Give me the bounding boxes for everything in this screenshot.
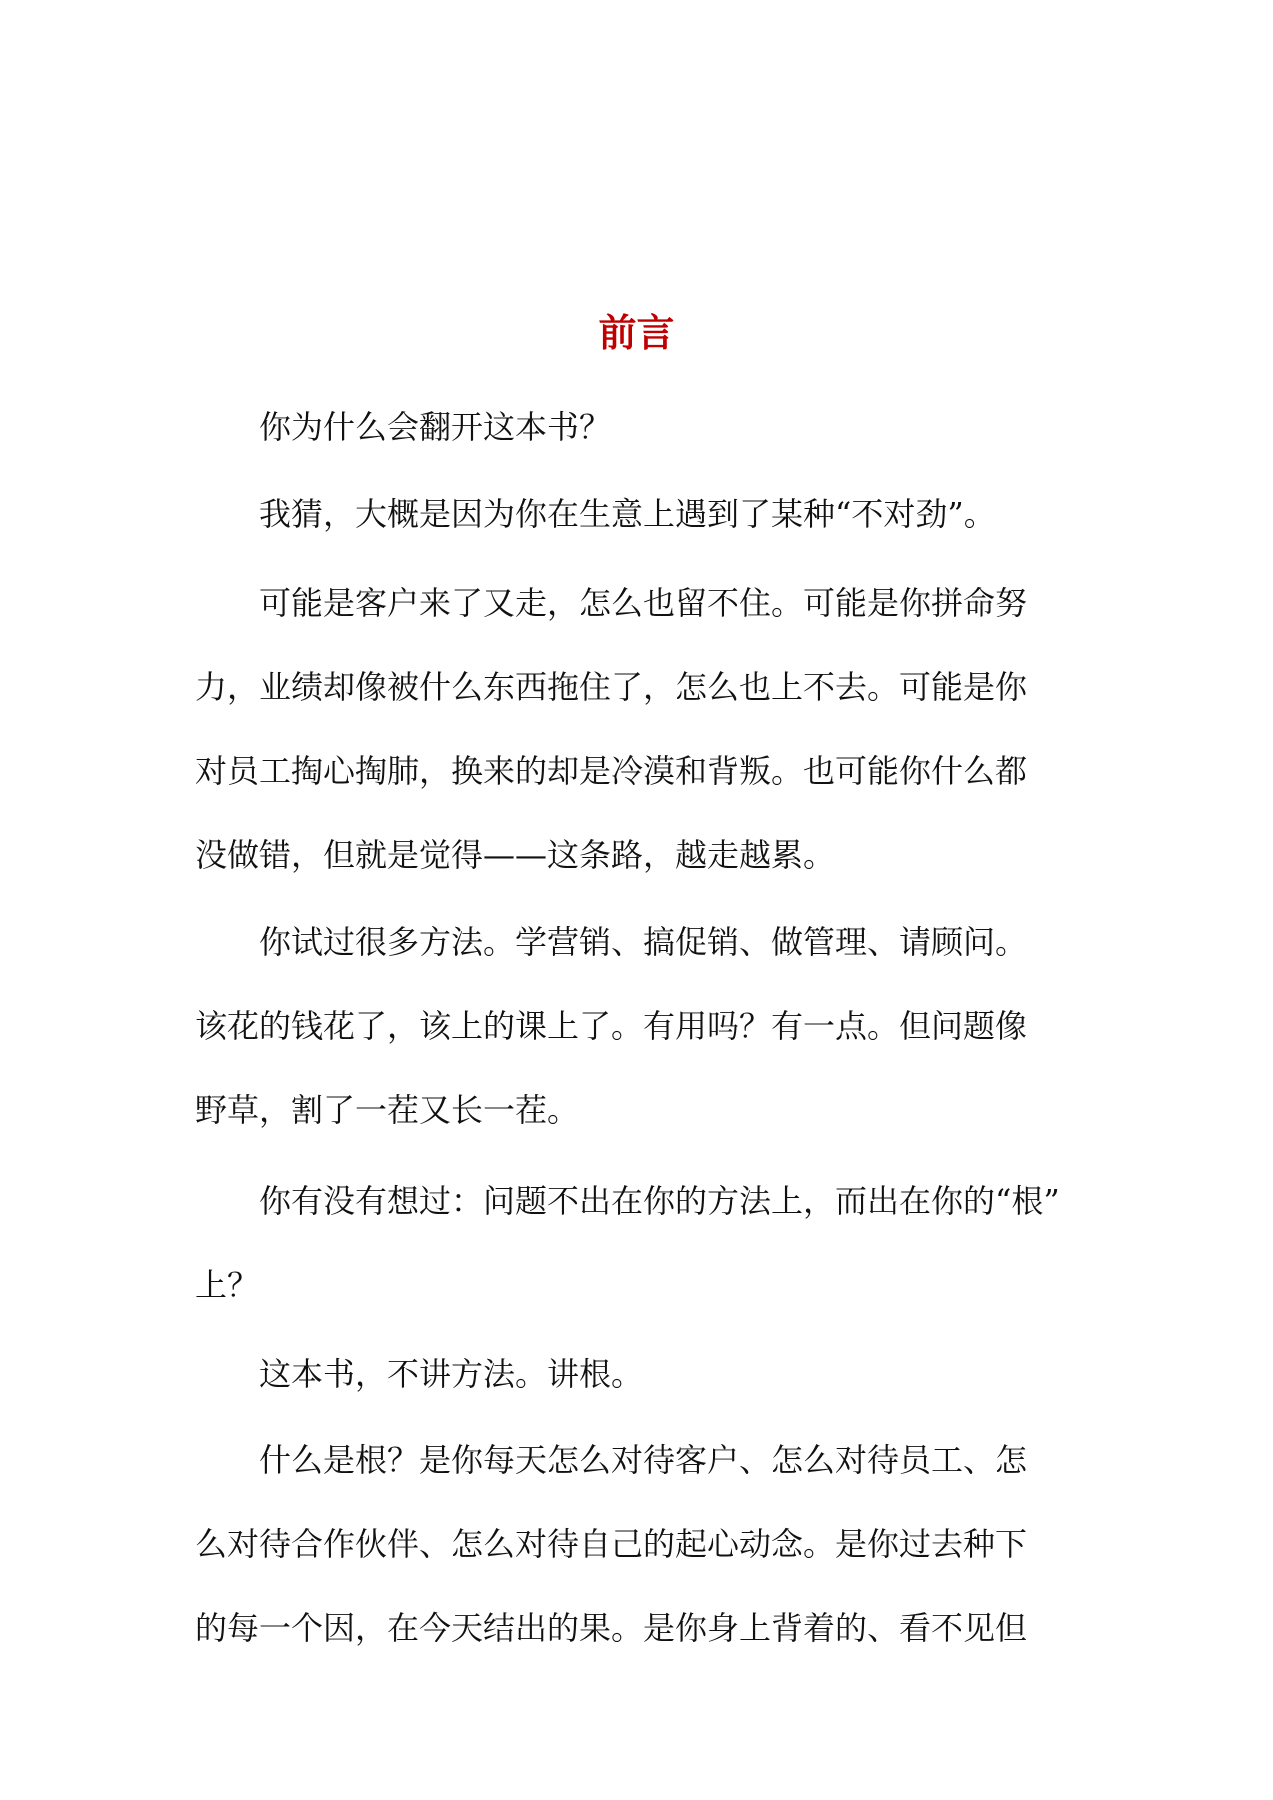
paragraph-line: 么对待合作伙伴、怎么对待自己的起心动念。是你过去种下 — [195, 1525, 1028, 1563]
paragraph-line: 你有没有想过：问题不出在你的方法上，而出在你的“根” — [259, 1182, 1060, 1220]
paragraph-4 — [195, 900, 1095, 984]
paragraph-line: 你为什么会翻开这本书？ — [259, 408, 612, 446]
paragraph-line: 这本书，不讲方法。讲根。 — [259, 1355, 644, 1393]
paragraph-line: 力，业绩却像被什么东西拖住了，怎么也上不去。可能是你 — [195, 668, 1028, 706]
paragraph-7 — [195, 1418, 1095, 1502]
paragraph-line: 的每一个因，在今天结出的果。是你身上背着的、看不见但 — [195, 1609, 1028, 1647]
paragraph-1 — [195, 385, 1095, 469]
paragraph-5-cont — [195, 1243, 1095, 1327]
paragraph-5 — [195, 1159, 1095, 1243]
paragraph-6 — [195, 1332, 1095, 1416]
paragraph-line: 上？ — [195, 1266, 260, 1304]
paragraph-2 — [195, 472, 1095, 556]
page-title: 前言 — [598, 310, 675, 355]
paragraph-3 — [195, 561, 1095, 645]
paragraph-7-cont — [195, 1502, 1095, 1670]
paragraph-line: 没做错，但就是觉得——这条路，越走越累。 — [195, 836, 836, 874]
paragraph-line: 什么是根？是你每天怎么对待客户、怎么对待员工、怎 — [259, 1441, 1028, 1479]
paragraph-line: 我猜，大概是因为你在生意上遇到了某种“不对劲”。 — [259, 495, 996, 533]
paragraph-4-cont — [195, 984, 1095, 1152]
paragraph-line: 对员工掏心掏肺，换来的却是冷漠和背叛。也可能你什么都 — [195, 752, 1028, 790]
paragraph-3-cont — [195, 645, 1095, 897]
paragraph-line: 野草，割了一茬又长一茬。 — [195, 1091, 580, 1129]
paragraph-line: 该花的钱花了，该上的课上了。有用吗？有一点。但问题像 — [195, 1007, 1028, 1045]
paragraph-line: 你试过很多方法。学营销、搞促销、做管理、请顾问。 — [259, 923, 1028, 961]
paragraph-line: 可能是客户来了又走，怎么也留不住。可能是你拼命努 — [259, 584, 1028, 622]
